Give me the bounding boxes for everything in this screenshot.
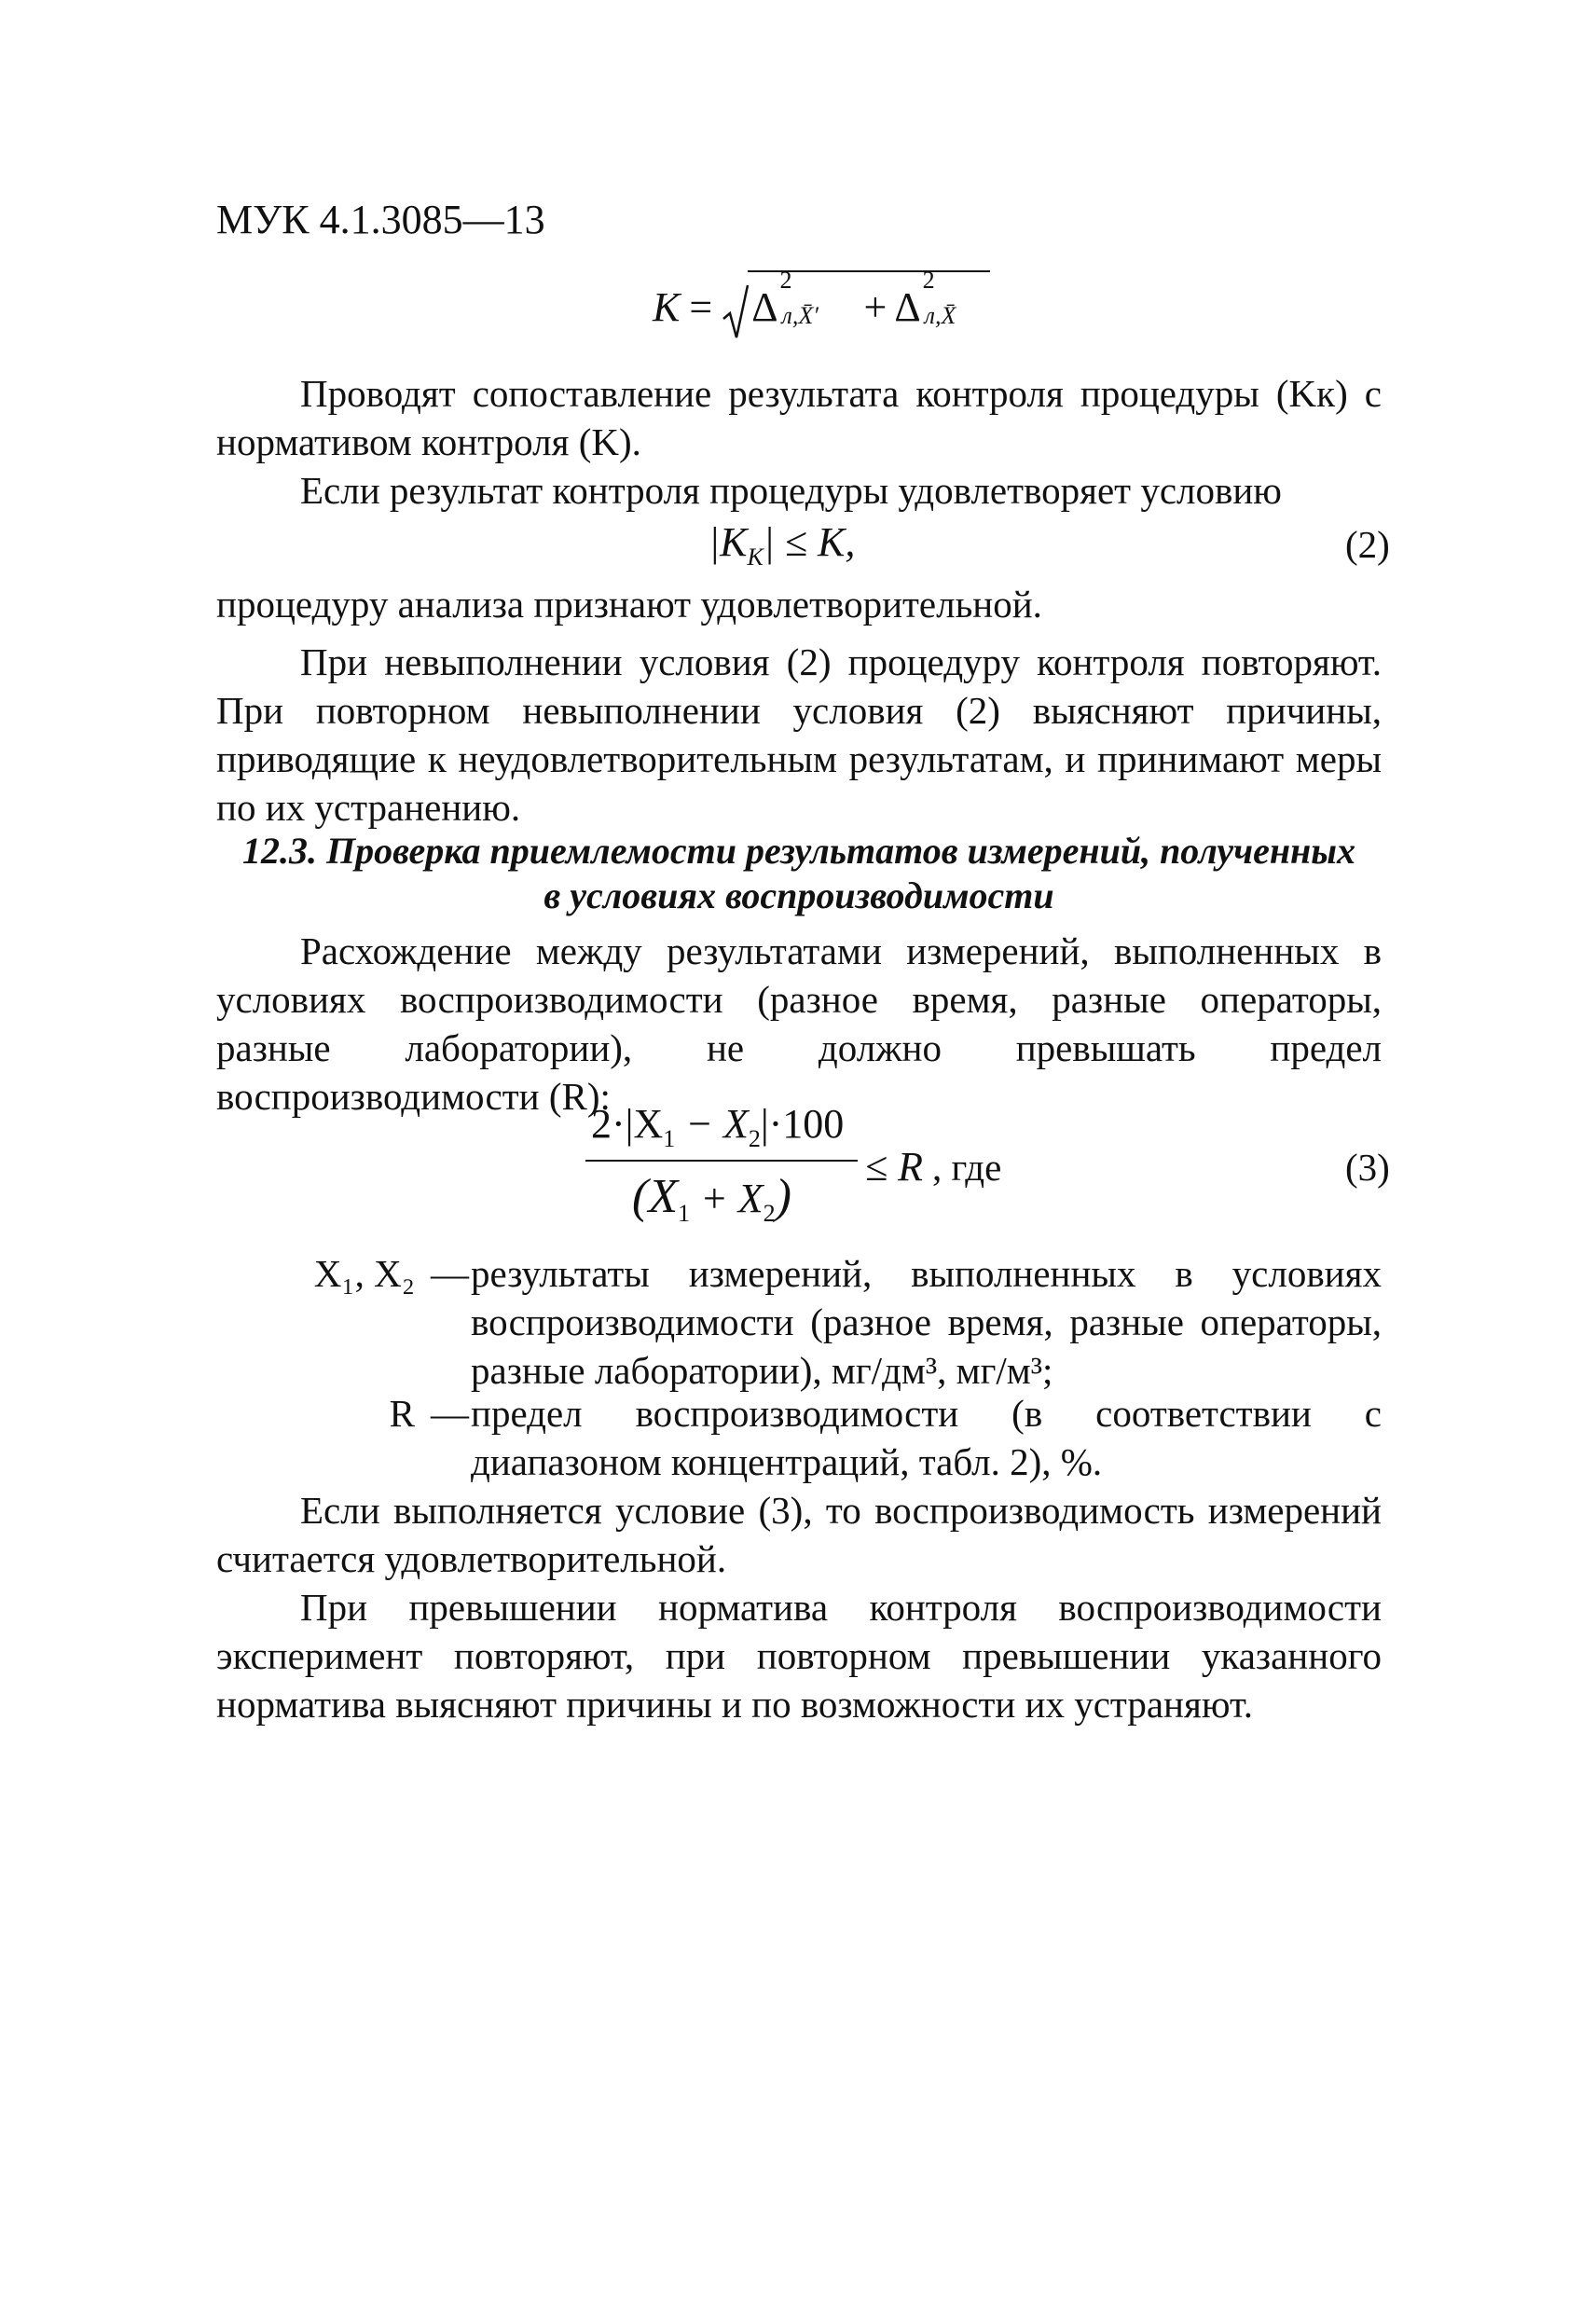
formula-2-rest: | ≤ K,: [763, 519, 856, 565]
section-heading-12-3-line2: в условиях воспроизводимости: [543, 874, 1054, 916]
paragraph-condition-intro: Если результат контроля процедуры удовлетворяет условию: [300, 469, 1282, 512]
formula-k-delta1: Δ: [751, 284, 778, 330]
legend-dash-1: —: [431, 1252, 469, 1295]
formula-k: [653, 267, 990, 336]
formula-k-lhs: K: [653, 284, 681, 330]
legend-term-x1-x2: X₁, X₂: [313, 1252, 415, 1295]
sqrt-sign-icon: [722, 283, 750, 341]
formula-k-delta2: Δ: [894, 284, 921, 330]
formula-2-sub: K: [747, 544, 764, 571]
equation-number-3: (3): [1345, 1146, 1390, 1189]
legend-term-r: R: [389, 1392, 415, 1435]
formula-3-relation: ≤ R , где: [865, 1144, 1002, 1190]
formula-2: [709, 518, 855, 571]
formula-3-fraction: [585, 1100, 865, 1240]
fraction-bar: [585, 1160, 858, 1162]
formula-2-expr: |K: [709, 519, 748, 565]
section-heading-12-3: 12.3. Проверка приемлемости результатов измерений, полученных: [242, 830, 1355, 872]
legend-text-r: предел воспроизводимости (в соответствии с диапазоном концентраций, табл. 2), %.: [471, 1392, 1382, 1483]
document-header: МУК 4.1.3085—13: [216, 197, 545, 242]
formula-3-denominator: (X1 + X2): [632, 1170, 791, 1227]
paragraph-satisfactory: процедуру анализа признают удовлетворительной.: [216, 583, 1042, 626]
formula-k-sub1: л,X̄′: [781, 302, 819, 329]
formula-k-exp1: 2: [779, 267, 792, 294]
legend-dash-2: —: [431, 1392, 469, 1435]
paragraph-comparison: Проводят сопоставление результата контроля процедуры (Kк) с нормативом контроля (K).: [216, 372, 1382, 463]
equation-number-2: (2): [1345, 523, 1390, 566]
formula-k-sub2: л,X̄: [924, 302, 956, 329]
paragraph-exceeding-norm: При превышении норматива контроля воспроизводимости эксперимент повторяют, при повторном превышении указанного норматива выясняют причины и по возможности их устраняют.: [216, 1586, 1382, 1726]
formula-k-plus: +: [863, 284, 887, 330]
formula-k-exp2: 2: [922, 267, 935, 294]
paragraph-discrepancy: Расхождение между результатами измерений, выполненных в условиях воспроизводимости (разное время, разные операторы, разные лаборатории), не должно превышать предел воспроизводимости (R):: [216, 929, 1382, 1118]
paragraph-reproducibility-ok: Если выполняется условие (3), то воспроизводимость измерений считается удовлетворительной.: [216, 1489, 1382, 1580]
formula-k-eq: =: [689, 284, 713, 330]
paragraph-repeat-control: При невыполнении условия (2) процедуру контроля повторяют. При повторном невыполнении условия (2) выясняют причины, приводящие к неудовлетворительным результатам, и принимают меры по их устранению.: [216, 640, 1382, 829]
formula-3-numerator: 2·|X1 − X2|·100: [591, 1101, 845, 1152]
legend-text-x1-x2: результаты измерений, выполненных в условиях воспроизводимости (разное время, разные операторы, разные лаборатории), мг/дм³, мг/м³;: [471, 1252, 1382, 1392]
